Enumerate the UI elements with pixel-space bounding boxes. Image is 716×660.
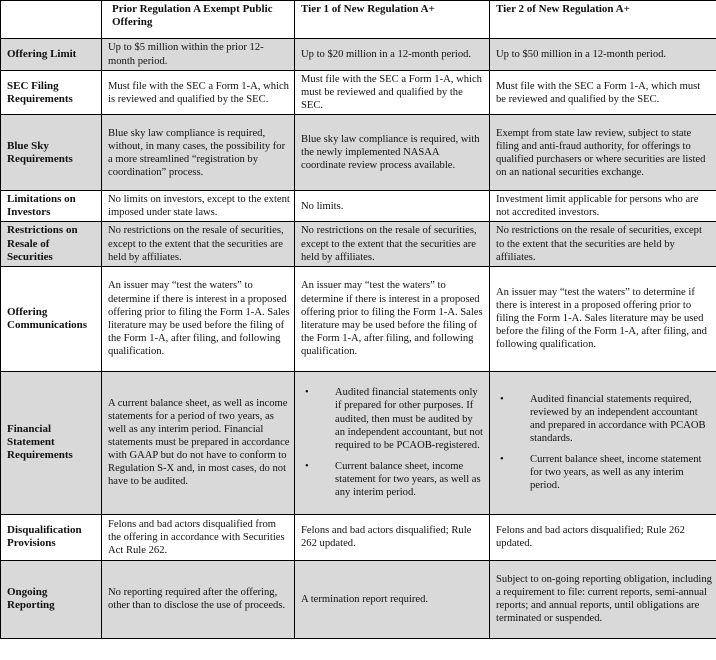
bullet-icon: • <box>305 460 309 472</box>
row-investor-limits <box>1 191 716 222</box>
header-tier-1: Tier 1 of New Regulation A+ <box>295 1 490 39</box>
cell-tier1: No restrictions on the resale of securities, except to the extent that the securities are held by affiliates. <box>295 222 490 266</box>
cell-tier1: An issuer may “test the waters” to determine if there is interest in a proposed offering prior to filing the Form 1-A. Sales literature may be used before the filing of the Form 1-A, after filing, and following qualification. <box>295 266 490 371</box>
list-item-text: Audited financial statements only if prepared for other purposes. If audited, then must be audited by an independent accountant, but not required to be PCAOB-registered. <box>335 387 483 451</box>
list-item <box>301 460 485 499</box>
list-item <box>301 386 485 451</box>
header-corner <box>1 1 102 39</box>
header-row <box>1 1 716 39</box>
cell-tier1: No limits. <box>295 191 490 222</box>
cell-prior: An issuer may “test the waters” to determine if there is interest in a proposed offering prior to filing the Form 1-A. Sales literature may be used before the filing of the Form 1-A, after filing, and following qualification. <box>102 266 295 371</box>
cell-prior: Felons and bad actors disqualified from the offering in accordance with Securities Act Rule 262. <box>102 514 295 560</box>
cell-tier1: Felons and bad actors disqualified; Rule 262 updated. <box>295 514 490 560</box>
cell-tier2: Investment limit applicable for persons who are not accredited investors. <box>490 191 716 222</box>
row-label: Offering Communications <box>1 266 102 371</box>
cell-tier2: Must file with the SEC a Form 1-A, which must be reviewed and qualified by the SEC. <box>490 71 716 115</box>
row-label: Offering Limit <box>1 39 102 71</box>
cell-tier1: Blue sky law compliance is required, with the newly implemented NASAA coordinate review process available. <box>295 115 490 191</box>
header-tier-2: Tier 2 of New Regulation A+ <box>490 1 716 39</box>
bullet-icon: • <box>305 387 309 399</box>
cell-tier2 <box>490 371 716 514</box>
row-label: Limitations on Investors <box>1 191 102 222</box>
bullet-list <box>496 393 712 493</box>
cell-tier2: An issuer may “test the waters” to determine if there is interest in a proposed offering prior to filing the Form 1-A. Sales literature may be used before the filing of the Form 1-A, after filing, and following qualification. <box>490 266 716 371</box>
row-ongoing-reporting <box>1 560 716 638</box>
row-label: SEC Filing Requirements <box>1 71 102 115</box>
cell-tier1: A termination report required. <box>295 560 490 638</box>
row-blue-sky <box>1 115 716 191</box>
row-offering-limit <box>1 39 716 71</box>
row-label: Ongoing Reporting <box>1 560 102 638</box>
cell-tier2: Felons and bad actors disqualified; Rule 262 updated. <box>490 514 716 560</box>
cell-prior: No limits on investors, except to the extent imposed under state laws. <box>102 191 295 222</box>
cell-tier1 <box>295 371 490 514</box>
list-item-text: Current balance sheet, income statement for two years, as well as any interim period. <box>530 454 702 492</box>
bullet-list <box>301 386 485 499</box>
cell-prior: Blue sky law compliance is required, without, in many cases, the possibility for a more streamlined “registration by coordination” process. <box>102 115 295 191</box>
row-label: Blue Sky Requirements <box>1 115 102 191</box>
row-offering-communications <box>1 266 716 371</box>
row-sec-filing <box>1 71 716 115</box>
cell-tier2: Up to $50 million in a 12-month period. <box>490 39 716 71</box>
bullet-icon: • <box>500 454 504 466</box>
row-disqualification <box>1 514 716 560</box>
cell-prior: A current balance sheet, as well as income statements for a period of two years, as well as any interim period. Financial statements must be prepared in accordance with GAAP but do not have to conform to Regulation S-X and, in most cases, do not have to be audited. <box>102 371 295 514</box>
list-item <box>496 393 712 445</box>
list-item-text: Audited financial statements required, reviewed by an independent accountant and prepared in accordance with PCAOB standards. <box>530 393 706 445</box>
cell-prior: Up to $5 million within the prior 12-month period. <box>102 39 295 71</box>
row-label: Financial Statement Requirements <box>1 371 102 514</box>
cell-prior: No restrictions on the resale of securities, except to the extent that the securities are held by affiliates. <box>102 222 295 266</box>
bullet-icon: • <box>500 393 504 405</box>
row-resale-restrictions <box>1 222 716 266</box>
list-item-text: Current balance sheet, income statement for two years, as well as any interim period. <box>335 460 481 499</box>
list-item <box>496 453 712 492</box>
header-prior-regulation-a: Prior Regulation A Exempt Public Offering <box>102 1 295 39</box>
cell-tier1: Must file with the SEC a Form 1-A, which must be reviewed and qualified by the SEC. <box>295 71 490 115</box>
cell-prior: Must file with the SEC a Form 1-A, which is reviewed and qualified by the SEC. <box>102 71 295 115</box>
row-financial-statements <box>1 371 716 514</box>
cell-tier1: Up to $20 million in a 12-month period. <box>295 39 490 71</box>
row-label: Restrictions on Resale of Securities <box>1 222 102 266</box>
row-label: Disqualification Provisions <box>1 514 102 560</box>
cell-tier2: Subject to on-going reporting obligation, including a requirement to file: current reports, semi-annual reports; and annual reports, until obligations are terminated or suspended. <box>490 560 716 638</box>
cell-tier2: Exempt from state law review, subject to state filing and anti-fraud authority, for offerings to qualified purchasers or where securities are listed on an national securities exchange. <box>490 115 716 191</box>
cell-prior: No reporting required after the offering, other than to disclose the use of proceeds. <box>102 560 295 638</box>
cell-tier2: No restrictions on the resale of securities, except to the extent that the securities are held by affiliates. <box>490 222 716 266</box>
